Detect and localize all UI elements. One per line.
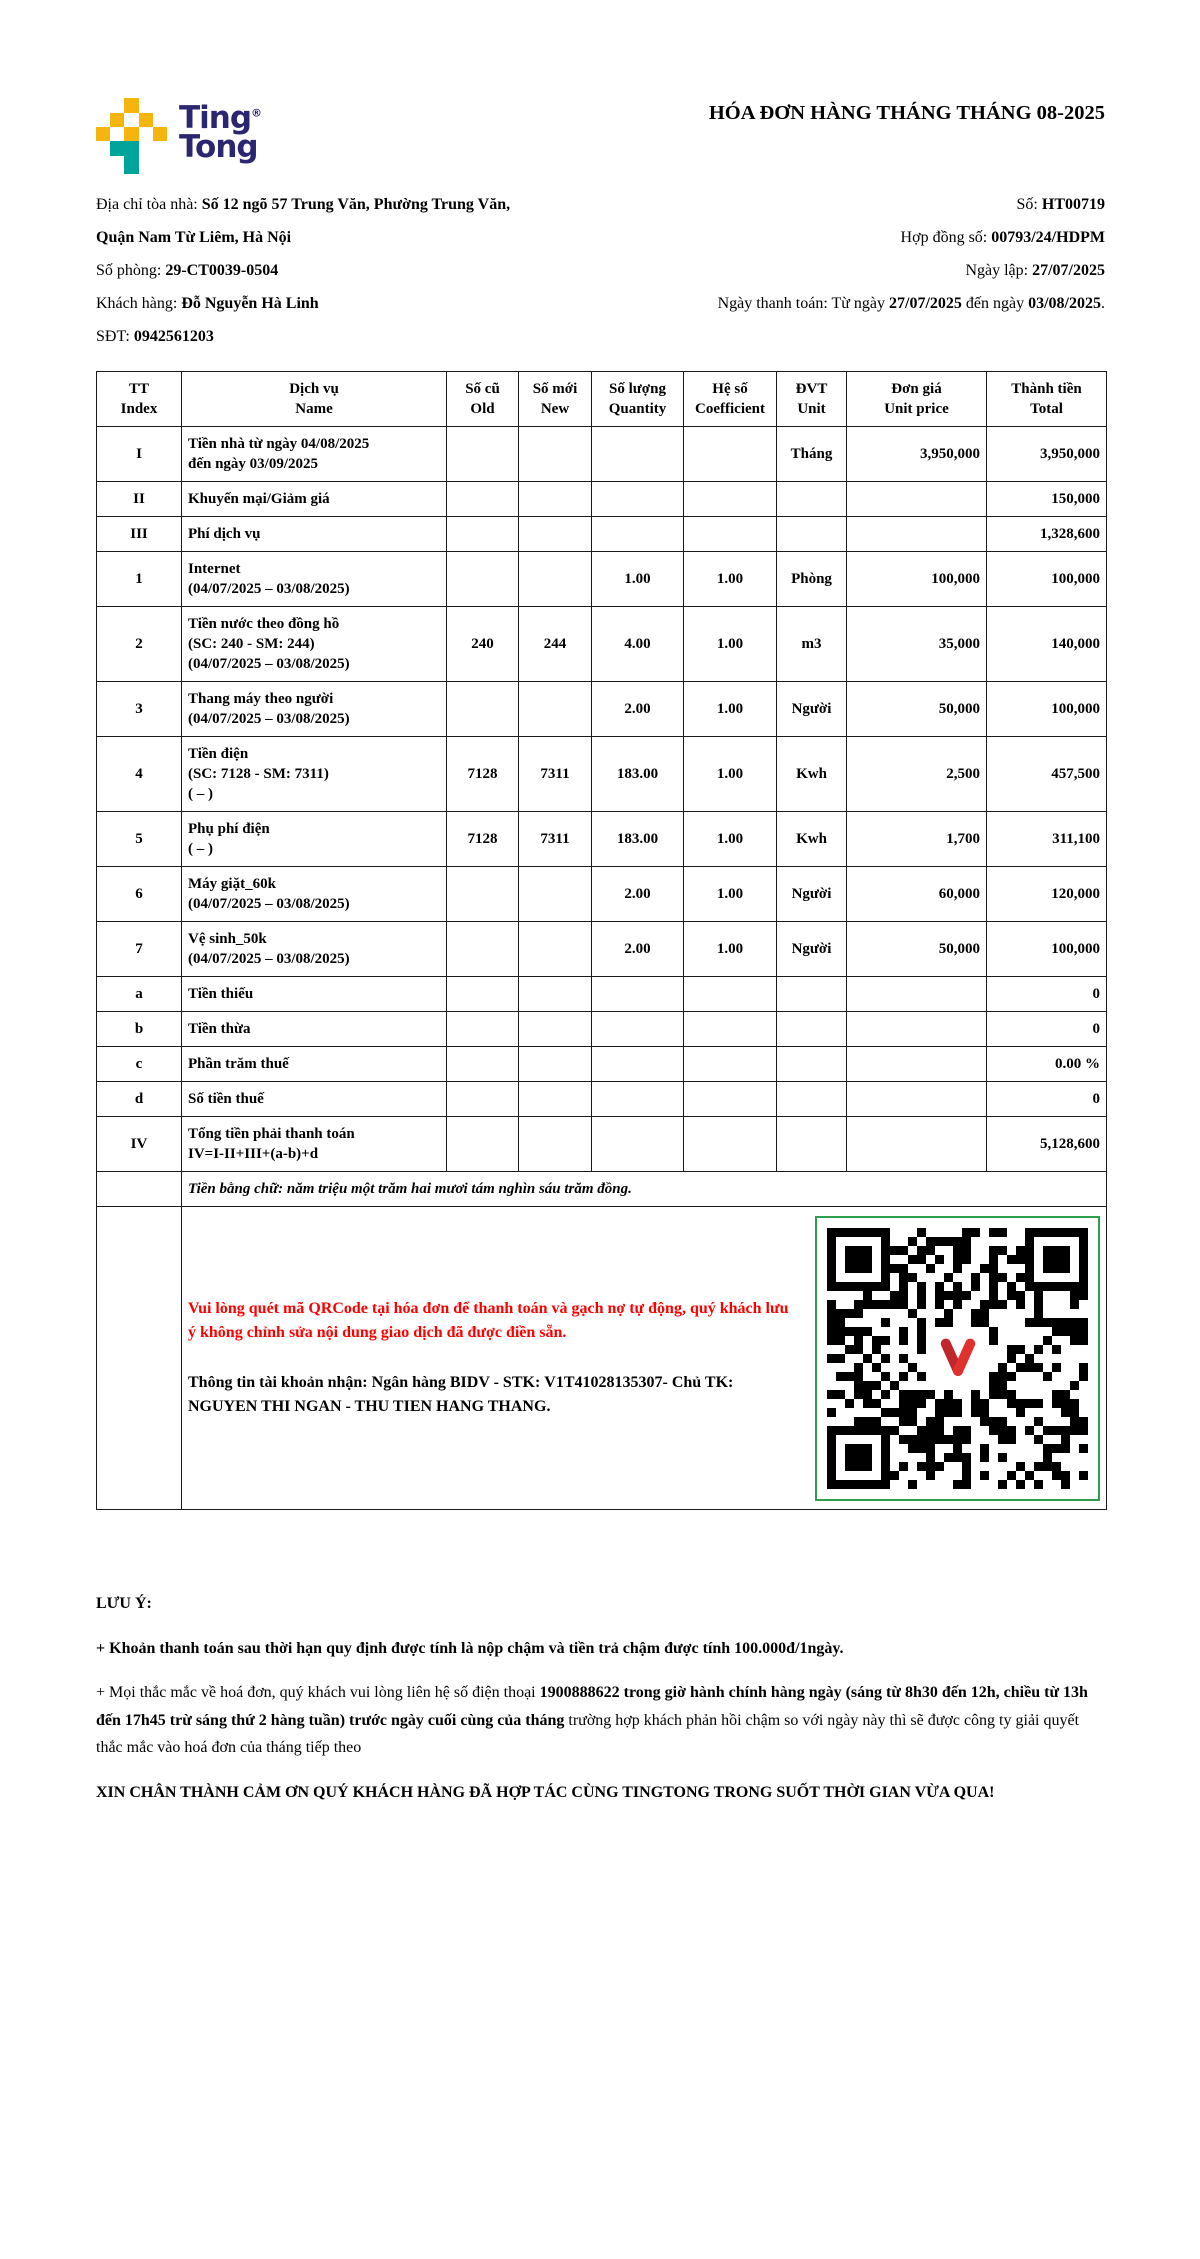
notes-heading: LƯU Ý:	[96, 1595, 152, 1612]
cell-unit-price: 50,000	[847, 922, 987, 977]
info-line: Địa chỉ tòa nhà: Số 12 ngõ 57 Trung Văn, Phường Trung Văn,	[96, 196, 511, 213]
cell-unit: Kwh	[777, 737, 847, 812]
late-fee-note: + Khoản thanh toán sau thời hạn quy định được tính là nộp chậm và tiền trả chậm được tính 100.000đ/1ngày.	[96, 1639, 844, 1657]
table-row	[97, 1047, 1107, 1082]
cell-index	[97, 1207, 182, 1510]
cell-index: b	[97, 1012, 182, 1047]
registered-mark: ®	[251, 106, 263, 120]
cell-total: 140,000	[987, 607, 1107, 682]
cell-service-name: Tiền nhà từ ngày 04/08/2025 đến ngày 03/09/2025	[182, 427, 447, 482]
table-row	[97, 1082, 1107, 1117]
cell-index: III	[97, 517, 182, 552]
cell-old-reading	[447, 682, 519, 737]
cell-old-reading: 7128	[447, 737, 519, 812]
cell-unit-price	[847, 517, 987, 552]
cell-coefficient	[684, 1012, 777, 1047]
cell-old-reading	[447, 427, 519, 482]
cell-unit: Phòng	[777, 552, 847, 607]
cell-old-reading: 7128	[447, 812, 519, 867]
cell-quantity	[592, 1012, 684, 1047]
cell-unit-price: 100,000	[847, 552, 987, 607]
cell-coefficient: 1.00	[684, 737, 777, 812]
cell-old-reading	[447, 1117, 519, 1172]
cell-coefficient	[684, 977, 777, 1012]
cell-old-reading	[447, 922, 519, 977]
cell-index: c	[97, 1047, 182, 1082]
tingtong-logo	[96, 96, 262, 174]
qr-scan-warning: Vui lòng quét mã QRCode tại hóa đơn để thanh toán và gạch nợ tự động, quý khách lưu ý không chỉnh sửa nội dung giao dịch đã được điền sẵn.	[188, 1299, 789, 1341]
invoice-header	[96, 96, 1105, 174]
info-line: Số phòng: 29-CT0039-0504	[96, 262, 279, 279]
qr-row	[97, 1207, 1107, 1510]
cell-old-reading	[447, 482, 519, 517]
cell-new-reading	[519, 552, 592, 607]
info-line: Ngày lập: 27/07/2025	[965, 262, 1105, 279]
cell-coefficient: 1.00	[684, 607, 777, 682]
payment-info-cell	[182, 1207, 1107, 1510]
cell-new-reading	[519, 922, 592, 977]
table-row	[97, 607, 1107, 682]
cell-index: 5	[97, 812, 182, 867]
column-header: Hệ số Coefficient	[684, 372, 777, 427]
cell-quantity	[592, 482, 684, 517]
cell-index: IV	[97, 1117, 182, 1172]
cell-coefficient: 1.00	[684, 682, 777, 737]
cell-old-reading	[447, 517, 519, 552]
cell-unit	[777, 517, 847, 552]
cell-total: 5,128,600	[987, 1117, 1107, 1172]
cell-new-reading	[519, 1012, 592, 1047]
table-row	[97, 1012, 1107, 1047]
cell-quantity	[592, 1082, 684, 1117]
column-header: Số lượng Quantity	[592, 372, 684, 427]
table-row	[97, 867, 1107, 922]
contact-note: + Mọi thắc mắc về hoá đơn, quý khách vui lòng liên hệ số điện thoại 1900888622 trong giờ hành chính hàng ngày (sáng từ 8h30 đến 12h, chiều từ 13h đến 17h45 trừ sáng thứ 2 hàng tuần) trước ngày cuối cùng của tháng trường hợp khách phản hồi chậm so với ngày này thì sẽ được công ty giải quyết thắc mắc vào hoá đơn của tháng tiếp theo	[96, 1684, 1088, 1756]
cell-service-name: Phụ phí điện ( – )	[182, 812, 447, 867]
cell-total: 0	[987, 1082, 1107, 1117]
cell-index: a	[97, 977, 182, 1012]
cell-unit	[777, 1047, 847, 1082]
cell-new-reading	[519, 1082, 592, 1117]
cell-new-reading	[519, 867, 592, 922]
cell-new-reading	[519, 682, 592, 737]
amount-in-words: Tiền bằng chữ: năm triệu một trăm hai mươi tám nghìn sáu trăm đồng.	[182, 1172, 1107, 1207]
cell-coefficient	[684, 1082, 777, 1117]
column-header: Thành tiền Total	[987, 372, 1107, 427]
cell-old-reading	[447, 1082, 519, 1117]
cell-old-reading	[447, 977, 519, 1012]
cell-old-reading	[447, 552, 519, 607]
cell-unit-price: 50,000	[847, 682, 987, 737]
cell-coefficient: 1.00	[684, 922, 777, 977]
cell-index: 3	[97, 682, 182, 737]
cell-unit	[777, 1082, 847, 1117]
cell-quantity: 2.00	[592, 922, 684, 977]
bank-account-info: Thông tin tài khoản nhận: Ngân hàng BIDV - STK: V1T41028135307- Chủ TK: NGUYEN THI NGAN - THU TIEN HANG THANG.	[188, 1373, 734, 1415]
column-header: ĐVT Unit	[777, 372, 847, 427]
cell-old-reading	[447, 1047, 519, 1082]
cell-quantity: 1.00	[592, 552, 684, 607]
info-line: Hợp đồng số: 00793/24/HDPM	[900, 229, 1105, 246]
building-info	[96, 188, 570, 353]
cell-unit-price	[847, 977, 987, 1012]
cell-new-reading	[519, 1117, 592, 1172]
info-line: Ngày thanh toán: Từ ngày 27/07/2025 đến ngày 03/08/2025.	[717, 295, 1105, 312]
cell-index: d	[97, 1082, 182, 1117]
cell-unit-price: 35,000	[847, 607, 987, 682]
cell-total: 311,100	[987, 812, 1107, 867]
cell-new-reading	[519, 977, 592, 1012]
cell-service-name: Phần trăm thuế	[182, 1047, 447, 1082]
cell-coefficient: 1.00	[684, 812, 777, 867]
info-line: Số: HT00719	[1016, 196, 1105, 213]
cell-quantity	[592, 977, 684, 1012]
cell-total: 150,000	[987, 482, 1107, 517]
cell-service-name: Internet (04/07/2025 – 03/08/2025)	[182, 552, 447, 607]
table-row	[97, 922, 1107, 977]
cell-new-reading	[519, 1047, 592, 1082]
cell-unit-price: 3,950,000	[847, 427, 987, 482]
cell-total: 0.00 %	[987, 1047, 1107, 1082]
cell-total: 100,000	[987, 552, 1107, 607]
tingtong-logo-text: Ting® Tong	[179, 100, 263, 165]
cell-total: 100,000	[987, 922, 1107, 977]
invoice-meta	[590, 188, 1105, 353]
cell-service-name: Máy giặt_60k (04/07/2025 – 03/08/2025)	[182, 867, 447, 922]
cell-unit-price: 1,700	[847, 812, 987, 867]
column-header: Số mới New	[519, 372, 592, 427]
tingtong-logo-icon	[96, 98, 168, 174]
table-row	[97, 1117, 1107, 1172]
cell-total: 120,000	[987, 867, 1107, 922]
cell-unit: m3	[777, 607, 847, 682]
cell-coefficient	[684, 427, 777, 482]
invoice-title: HÓA ĐƠN HÀNG THÁNG THÁNG 08-2025	[708, 102, 1105, 124]
cell-unit	[777, 977, 847, 1012]
cell-total: 0	[987, 977, 1107, 1012]
cell-total: 100,000	[987, 682, 1107, 737]
cell-new-reading: 244	[519, 607, 592, 682]
table-row	[97, 682, 1107, 737]
table-row	[97, 552, 1107, 607]
table-row	[97, 812, 1107, 867]
cell-unit: Người	[777, 922, 847, 977]
cell-service-name: Tiền điện (SC: 7128 - SM: 7311) ( – )	[182, 737, 447, 812]
cell-unit	[777, 1117, 847, 1172]
cell-quantity	[592, 427, 684, 482]
cell-quantity	[592, 1117, 684, 1172]
table-row	[97, 977, 1107, 1012]
cell-new-reading	[519, 482, 592, 517]
cell-new-reading: 7311	[519, 812, 592, 867]
cell-service-name: Tổng tiền phải thanh toán IV=I-II+III+(a-b)+d	[182, 1117, 447, 1172]
cell-quantity: 2.00	[592, 682, 684, 737]
cell-unit-price: 2,500	[847, 737, 987, 812]
cell-index: 2	[97, 607, 182, 682]
info-line: Quận Nam Từ Liêm, Hà Nội	[96, 229, 292, 246]
column-header: Đơn giá Unit price	[847, 372, 987, 427]
info-line: Khách hàng: Đỗ Nguyễn Hà Linh	[96, 295, 319, 312]
cell-unit-price	[847, 1082, 987, 1117]
cell-index: 6	[97, 867, 182, 922]
cell-total: 3,950,000	[987, 427, 1107, 482]
cell-total: 457,500	[987, 737, 1107, 812]
cell-service-name: Khuyến mại/Giảm giá	[182, 482, 447, 517]
cell-coefficient: 1.00	[684, 867, 777, 922]
charges-table	[96, 371, 1107, 1510]
cell-new-reading: 7311	[519, 737, 592, 812]
cell-index: 4	[97, 737, 182, 812]
cell-service-name: Tiền nước theo đồng hồ (SC: 240 - SM: 244) (04/07/2025 – 03/08/2025)	[182, 607, 447, 682]
cell-service-name: Tiền thiếu	[182, 977, 447, 1012]
cell-coefficient	[684, 1047, 777, 1082]
vietqr-v-icon	[928, 1328, 988, 1388]
cell-unit-price	[847, 1117, 987, 1172]
cell-old-reading	[447, 1012, 519, 1047]
cell-total: 1,328,600	[987, 517, 1107, 552]
amount-in-words-row	[97, 1172, 1107, 1207]
cell-quantity: 4.00	[592, 607, 684, 682]
cell-old-reading: 240	[447, 607, 519, 682]
cell-quantity	[592, 517, 684, 552]
cell-index: II	[97, 482, 182, 517]
cell-coefficient: 1.00	[684, 552, 777, 607]
cell-quantity: 2.00	[592, 867, 684, 922]
cell-unit: Tháng	[777, 427, 847, 482]
cell-new-reading	[519, 517, 592, 552]
table-row	[97, 427, 1107, 482]
cell-index	[97, 1172, 182, 1207]
payment-qr-code	[815, 1216, 1100, 1501]
table-row	[97, 482, 1107, 517]
thank-you-note: XIN CHÂN THÀNH CẢM ƠN QUÝ KHÁCH HÀNG ĐÃ HỢP TÁC CÙNG TINGTONG TRONG SUỐT THỜI GIAN VỪA QUA!	[96, 1783, 995, 1801]
payment-instructions	[188, 1297, 797, 1420]
cell-quantity	[592, 1047, 684, 1082]
cell-unit: Người	[777, 867, 847, 922]
cell-old-reading	[447, 867, 519, 922]
cell-unit-price	[847, 482, 987, 517]
invoice-info	[96, 188, 1105, 353]
cell-unit-price	[847, 1047, 987, 1082]
cell-index: 1	[97, 552, 182, 607]
cell-coefficient	[684, 517, 777, 552]
footer-notes	[96, 1590, 1108, 1806]
cell-unit-price: 60,000	[847, 867, 987, 922]
cell-new-reading	[519, 427, 592, 482]
cell-quantity: 183.00	[592, 737, 684, 812]
cell-coefficient	[684, 482, 777, 517]
column-header: TT Index	[97, 372, 182, 427]
table-row	[97, 737, 1107, 812]
cell-service-name: Số tiền thuế	[182, 1082, 447, 1117]
cell-service-name: Phí dịch vụ	[182, 517, 447, 552]
cell-index: I	[97, 427, 182, 482]
cell-total: 0	[987, 1012, 1107, 1047]
cell-unit	[777, 1012, 847, 1047]
cell-index: 7	[97, 922, 182, 977]
cell-service-name: Tiền thừa	[182, 1012, 447, 1047]
cell-unit: Kwh	[777, 812, 847, 867]
cell-service-name: Vệ sinh_50k (04/07/2025 – 03/08/2025)	[182, 922, 447, 977]
cell-unit	[777, 482, 847, 517]
info-line: SĐT: 0942561203	[96, 328, 214, 345]
cell-quantity: 183.00	[592, 812, 684, 867]
table-row	[97, 517, 1107, 552]
column-header: Số cũ Old	[447, 372, 519, 427]
column-header: Dịch vụ Name	[182, 372, 447, 427]
cell-unit: Người	[777, 682, 847, 737]
cell-service-name: Thang máy theo người (04/07/2025 – 03/08/2025)	[182, 682, 447, 737]
cell-unit-price	[847, 1012, 987, 1047]
cell-coefficient	[684, 1117, 777, 1172]
